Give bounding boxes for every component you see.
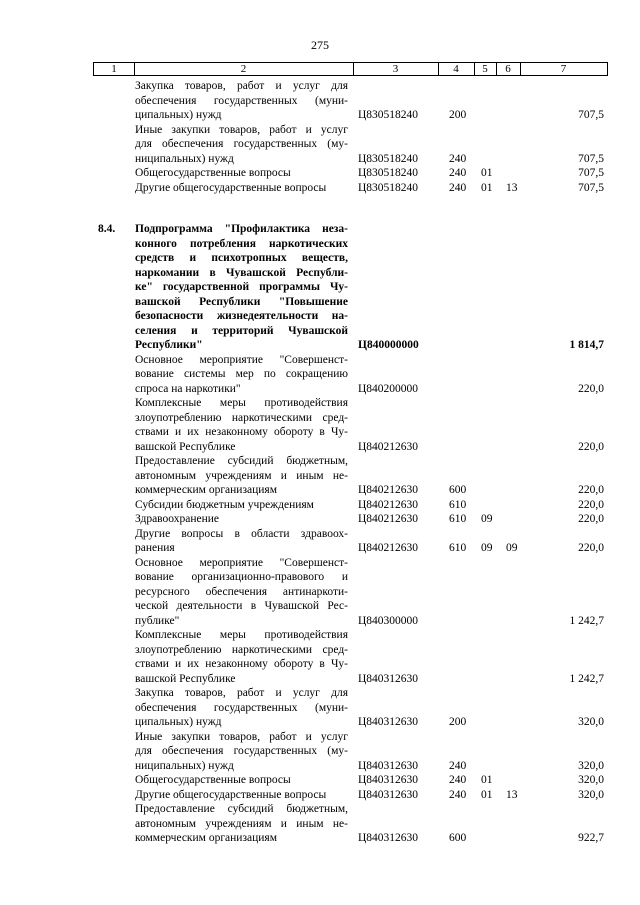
amount: 707,5 <box>578 109 604 121</box>
table-row <box>0 79 640 123</box>
section-code: 09 <box>481 513 493 525</box>
description-line: спроса на наркотики" <box>135 382 241 395</box>
description-line: Предоставление субсидий бюджетным, <box>135 455 348 467</box>
target-code: Ц840312630 <box>358 716 419 728</box>
section-code: 01 <box>481 774 493 786</box>
description-line: ствами и их незаконному обороту в Чу- <box>135 658 348 670</box>
amount: 220,0 <box>578 498 604 511</box>
row-description <box>135 512 348 527</box>
description-line: Закупка товаров, работ и услуг для <box>135 80 348 92</box>
description-line: коммерческим организациям <box>135 832 277 844</box>
target-code: Ц840212630 <box>358 498 419 511</box>
amount: 220,0 <box>578 382 604 395</box>
description-line: Закупка товаров, работ и услуг для <box>135 687 348 699</box>
description-line: Комплексные меры противодействия <box>135 629 348 641</box>
row-number: 8.4. <box>98 223 116 235</box>
description-line: Основное мероприятие "Совершенст- <box>135 556 348 569</box>
expense-type: 200 <box>449 716 467 728</box>
target-code: Ц840300000 <box>358 614 419 627</box>
description-line: ципальных) нужд <box>135 716 222 728</box>
section-code: 01 <box>481 788 493 801</box>
description-line: Республики" <box>135 339 203 351</box>
description-line: Подпрограмма "Профилактика неза- <box>135 223 348 235</box>
target-code: Ц830518240 <box>358 181 419 194</box>
description-line: безопасности жизнедеятельности на- <box>135 310 348 322</box>
amount: 320,0 <box>578 759 604 772</box>
description-line: публике" <box>135 614 180 627</box>
header-col-5: 5 <box>482 63 488 75</box>
description-line: селения и территорий Чувашской <box>135 324 348 337</box>
row-description <box>135 79 348 123</box>
table-header <box>93 62 608 76</box>
description-line: ниципальных) нужд <box>135 759 234 772</box>
section-code: 01 <box>481 181 493 194</box>
row-description <box>135 123 348 167</box>
expense-type: 610 <box>449 513 467 525</box>
description-line: Здравоохранение <box>135 513 220 525</box>
header-col-7: 7 <box>560 63 567 75</box>
description-line: Иные закупки товаров, работ и услуг <box>135 123 348 136</box>
amount: 320,0 <box>578 788 604 801</box>
table-row <box>0 353 640 397</box>
row-description <box>135 802 348 846</box>
target-code: Ц840200000 <box>358 382 419 395</box>
section-code: 01 <box>481 167 493 179</box>
section-code: 09 <box>481 542 493 554</box>
table-row <box>0 166 640 181</box>
table-row <box>0 788 640 803</box>
description-line: автономным учреждениям и иным не- <box>135 817 348 830</box>
description-line: ческой деятельности в Чувашской Рес- <box>135 600 348 612</box>
target-code: Ц830518240 <box>358 167 419 179</box>
description-line: Общегосударственные вопросы <box>135 167 291 179</box>
amount: 220,0 <box>578 513 604 525</box>
target-code: Ц840312630 <box>358 759 419 772</box>
expense-type: 600 <box>449 484 467 496</box>
table-row <box>0 527 640 556</box>
description-line: обеспечения государственных (муни- <box>135 94 348 107</box>
table-row <box>0 802 640 846</box>
description-line: для обеспечения государственных (му- <box>135 138 348 150</box>
table-row <box>0 773 640 788</box>
description-line: Общегосударственные вопросы <box>135 774 291 786</box>
description-line: злоупотреблению наркотическими сред- <box>135 411 348 424</box>
amount: 707,5 <box>578 181 604 194</box>
expense-type: 240 <box>449 167 467 179</box>
target-code: Ц830518240 <box>358 152 419 165</box>
amount: 1 242,7 <box>569 614 604 627</box>
row-description <box>135 454 348 498</box>
amount: 220,0 <box>578 542 604 554</box>
table-row <box>0 454 640 498</box>
description-line: коммерческим организациям <box>135 484 277 496</box>
table-row <box>0 628 640 686</box>
target-code: Ц830518240 <box>358 109 419 121</box>
target-code: Ц840212630 <box>358 440 419 453</box>
expense-type: 610 <box>449 542 467 554</box>
description-line: вование организационно-правового и <box>135 571 348 583</box>
description-line: ствами и их незаконному обороту в Чу- <box>135 426 348 438</box>
subsection-code: 09 <box>506 542 518 554</box>
description-line: конного потребления наркотических <box>135 237 348 250</box>
subsection-code: 13 <box>506 788 518 801</box>
amount: 320,0 <box>578 716 604 728</box>
table-row <box>0 123 640 167</box>
description-line: вашской Республике <box>135 440 236 453</box>
expense-type: 240 <box>449 152 467 165</box>
description-line: ресурсного обеспечения антинаркоти- <box>135 585 348 598</box>
expense-type: 600 <box>449 832 467 844</box>
row-description <box>135 788 348 803</box>
expense-type: 240 <box>449 774 467 786</box>
expense-type: 240 <box>449 181 467 194</box>
subsection-code: 13 <box>506 181 518 194</box>
amount: 320,0 <box>578 774 604 786</box>
description-line: Основное мероприятие "Совершенст- <box>135 353 348 366</box>
table-row <box>0 686 640 730</box>
row-description <box>135 166 348 181</box>
description-line: ниципальных) нужд <box>135 152 234 165</box>
row-description <box>135 222 348 353</box>
description-line: вашской Республике <box>135 672 236 685</box>
description-line: Иные закупки товаров, работ и услуг <box>135 730 348 743</box>
description-line: Предоставление субсидий бюджетным, <box>135 803 348 815</box>
table-row <box>0 556 640 629</box>
description-line: ципальных) нужд <box>135 109 222 121</box>
table-row <box>0 396 640 454</box>
row-description <box>135 628 348 686</box>
target-code: Ц840212630 <box>358 484 419 496</box>
description-line: вование системы мер по сокращению <box>135 368 348 380</box>
table-row <box>0 181 640 196</box>
amount: 707,5 <box>578 167 604 179</box>
description-line: автономным учреждениям и иным не- <box>135 469 348 482</box>
row-description <box>135 498 348 513</box>
row-description <box>135 181 348 196</box>
header-col-6: 6 <box>505 63 511 75</box>
amount: 1 242,7 <box>569 672 604 685</box>
header-col-3: 3 <box>392 63 399 75</box>
description-line: вашской Республики "Повышение <box>135 295 348 308</box>
row-description <box>135 730 348 774</box>
expense-type: 240 <box>449 788 467 801</box>
description-line: Другие вопросы в области здравоох- <box>135 527 348 540</box>
table-row <box>0 512 640 527</box>
amount: 220,0 <box>578 440 604 453</box>
description-line: обеспечения государственных (муни- <box>135 701 348 714</box>
target-code: Ц840212630 <box>358 513 419 525</box>
row-description <box>135 396 348 454</box>
description-line: Другие общегосударственные вопросы <box>135 788 327 801</box>
target-code: Ц840000000 <box>358 339 419 351</box>
description-line: ранения <box>135 542 175 554</box>
description-line: Субсидии бюджетным учреждениям <box>135 498 314 511</box>
table-row <box>0 498 640 513</box>
row-description <box>135 353 348 397</box>
amount: 707,5 <box>578 152 604 165</box>
amount: 220,0 <box>578 484 604 496</box>
target-code: Ц840212630 <box>358 542 419 554</box>
expense-type: 240 <box>449 759 467 772</box>
header-col-4: 4 <box>453 63 459 75</box>
header-col-1: 1 <box>111 63 117 75</box>
description-line: злоупотреблению наркотическими сред- <box>135 643 348 656</box>
row-description <box>135 527 348 556</box>
amount: 1 814,7 <box>569 339 604 351</box>
description-line: Комплексные меры противодействия <box>135 397 348 409</box>
page-number: 275 <box>311 38 329 52</box>
description-line: средств и психотропных веществ, <box>135 252 348 264</box>
description-line: для обеспечения государственных (му- <box>135 745 348 757</box>
table-row <box>0 730 640 774</box>
table-row <box>0 222 640 353</box>
header-col-2: 2 <box>240 63 247 75</box>
description-line: ке" государственной программы Чу- <box>135 281 348 293</box>
description-line: Другие общегосударственные вопросы <box>135 181 327 194</box>
target-code: Ц840312630 <box>358 832 419 844</box>
target-code: Ц840312630 <box>358 788 419 801</box>
target-code: Ц840312630 <box>358 774 419 786</box>
row-description <box>135 686 348 730</box>
description-line: наркомании в Чувашской Республи- <box>135 266 348 279</box>
expense-type: 610 <box>449 498 467 511</box>
row-description <box>135 556 348 629</box>
amount: 922,7 <box>578 832 604 844</box>
target-code: Ц840312630 <box>358 672 419 685</box>
row-description <box>135 773 348 788</box>
expense-type: 200 <box>449 109 467 121</box>
